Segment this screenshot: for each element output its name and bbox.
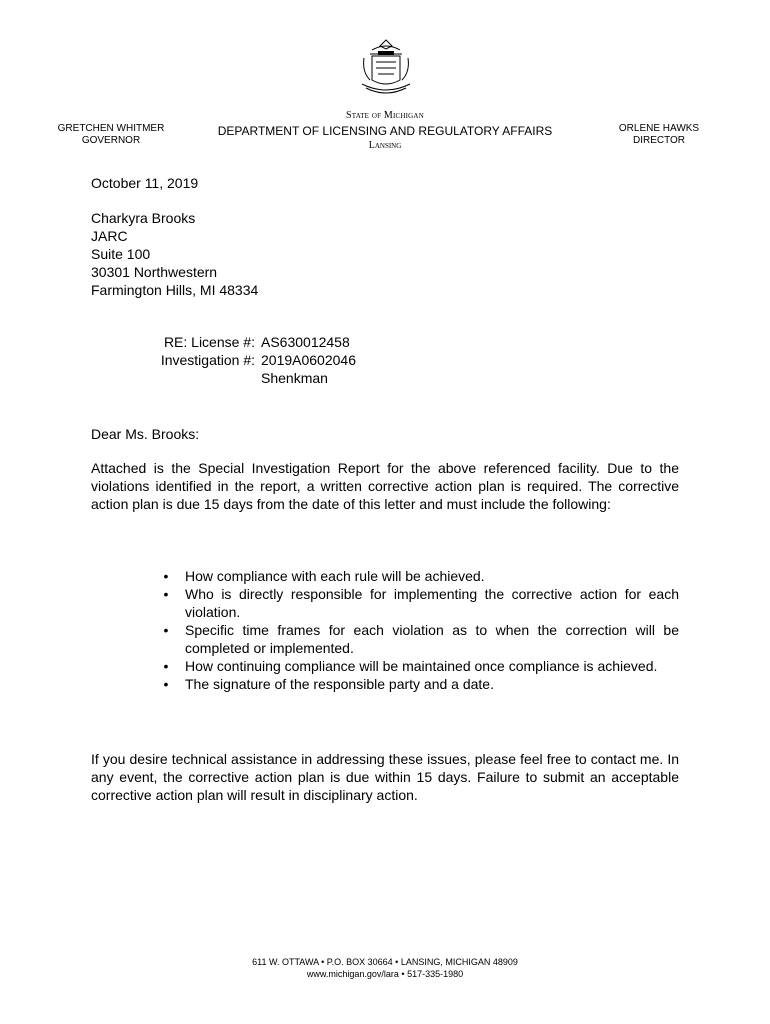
- address-line: JARC: [91, 228, 128, 244]
- bullet-icon: •: [163, 658, 169, 674]
- list-item: • Specific time frames for each violation as to when the correction will be completed or implemented.: [160, 621, 679, 657]
- department-name: DEPARTMENT OF LICENSING AND REGULATORY AFFAIRS: [217, 124, 553, 138]
- footer-contact: www.michigan.gov/lara • 517-335-1980: [306, 969, 464, 979]
- investigation-label: Investigation #:: [160, 352, 255, 368]
- list-item: • How continuing compliance will be maintained once compliance is achieved.: [160, 657, 679, 675]
- michigan-state-seal-icon: [356, 36, 416, 98]
- address-line: 30301 Northwestern: [91, 264, 218, 280]
- requirements-list: [160, 567, 679, 693]
- governor-block: [46, 123, 176, 147]
- list-item: • How compliance with each rule will be achieved.: [160, 567, 679, 585]
- license-label: RE: License #:: [163, 334, 255, 350]
- director-block: [596, 123, 722, 147]
- governor-name: GRETCHEN WHITMER: [57, 123, 165, 134]
- footer-address: 611 W. OTTAWA • P.O. BOX 30664 • LANSING, MICHIGAN 48909: [252, 957, 518, 967]
- reference-block: [91, 333, 491, 387]
- address-line: Suite 100: [91, 246, 151, 262]
- governor-title: GOVERNOR: [81, 135, 141, 146]
- bullet-icon: •: [163, 676, 169, 692]
- address-line: Charkyra Brooks: [91, 210, 196, 226]
- address-line: Farmington Hills, MI 48334: [91, 282, 259, 298]
- director-name: ORLENE HAWKS: [618, 123, 700, 134]
- facility-name: Shenkman: [261, 370, 328, 386]
- salutation: Dear Ms. Brooks:: [91, 426, 200, 442]
- bullet-icon: •: [163, 622, 169, 638]
- list-item: • The signature of the responsible party and a date.: [160, 675, 679, 693]
- license-number: AS630012458: [261, 334, 350, 350]
- bullet-icon: •: [163, 568, 169, 584]
- letter-date: October 11, 2019: [91, 175, 199, 191]
- body-paragraph-1: Attached is the Special Investigation Report for the above referenced facility. Due to the violations identified in the report, a written corrective action plan is required. The corrective action plan is due 15 days from the date of this letter and must include the following:: [91, 460, 679, 512]
- city-name: Lansing: [368, 140, 402, 151]
- director-title: DIRECTOR: [632, 135, 686, 146]
- list-item: • Who is directly responsible for implementing the corrective action for each violation.: [160, 585, 679, 621]
- bullet-icon: •: [163, 586, 169, 602]
- body-paragraph-2: If you desire technical assistance in addressing these issues, please feel free to contact me. In any event, the corrective action plan is due within 15 days. Failure to submit an acceptable corrective action plan will result in disciplinary action.: [91, 751, 679, 803]
- footer: [0, 956, 770, 980]
- investigation-number: 2019A0602046: [261, 352, 356, 368]
- recipient-address: [91, 209, 258, 299]
- state-name: State of Michigan: [346, 110, 424, 121]
